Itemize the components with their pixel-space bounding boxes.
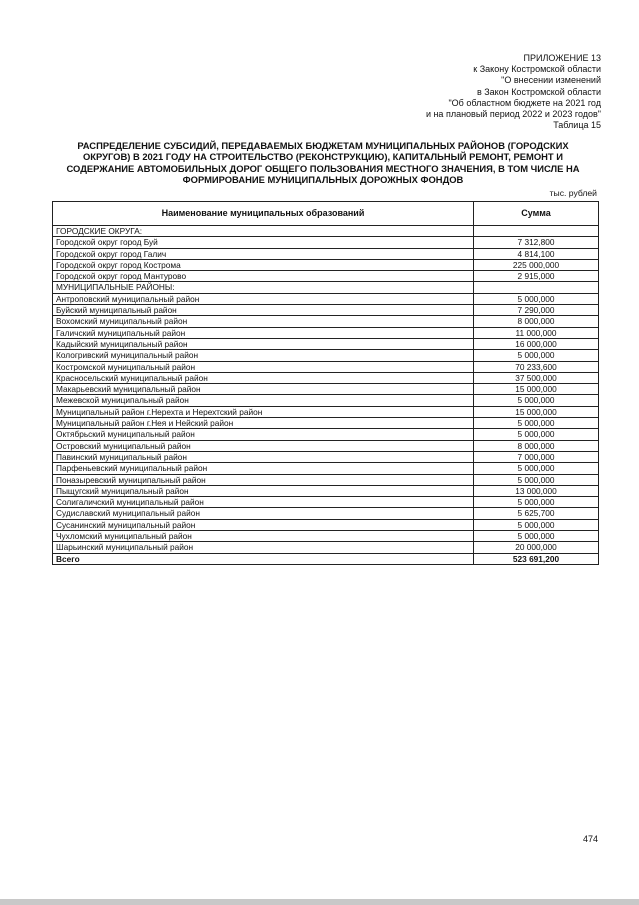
- appendix-header-line: "Об областном бюджете на 2021 год: [448, 97, 601, 108]
- table-row: [53, 497, 599, 508]
- total-row: [53, 553, 599, 564]
- table-row: [53, 282, 599, 293]
- row-amount-cell: 37 500,000: [474, 372, 599, 383]
- row-amount-cell: 13 000,000: [474, 485, 599, 496]
- title-line: ОКРУГОВ) В 2021 ГОДУ НА СТРОИТЕЛЬСТВО (РЕКОНСТРУКЦИЮ), КАПИТАЛЬНЫЙ РЕМОНТ, РЕМОНТ И: [83, 151, 563, 163]
- total-amount: 523 691,200: [474, 553, 599, 564]
- row-name-cell: Городской округ город Кострома: [53, 259, 474, 270]
- table-row: [53, 248, 599, 259]
- document-title: [52, 140, 594, 186]
- row-name-cell: Кадыйский муниципальный район: [53, 338, 474, 349]
- table-row: [53, 372, 599, 383]
- row-name-cell: Макарьевский муниципальный район: [53, 384, 474, 395]
- table-row: [53, 293, 599, 304]
- table-row: [53, 463, 599, 474]
- appendix-header-line: в Закон Костромской области: [476, 86, 601, 97]
- table-row: [53, 316, 599, 327]
- row-name-cell: Городской округ город Мантурово: [53, 271, 474, 282]
- table-row: [53, 259, 599, 270]
- column-header-amount: Сумма: [474, 202, 599, 226]
- row-amount-cell: 7 312,800: [474, 237, 599, 248]
- table-row: [53, 508, 599, 519]
- row-amount-cell: [474, 282, 599, 293]
- row-name-cell: Антроповский муниципальный район: [53, 293, 474, 304]
- row-amount-cell: 5 000,000: [474, 350, 599, 361]
- table-row: [53, 361, 599, 372]
- table-row: [53, 451, 599, 462]
- row-name-cell: Чухломский муниципальный район: [53, 531, 474, 542]
- table-row: [53, 531, 599, 542]
- row-amount-cell: 5 000,000: [474, 497, 599, 508]
- row-name-cell: Павинский муниципальный район: [53, 451, 474, 462]
- row-amount-cell: 5 000,000: [474, 531, 599, 542]
- row-name-cell: Парфеньевский муниципальный район: [53, 463, 474, 474]
- table-row: [53, 350, 599, 361]
- row-name-cell: Судиславский муниципальный район: [53, 508, 474, 519]
- row-amount-cell: 7 000,000: [474, 451, 599, 462]
- row-amount-cell: 8 000,000: [474, 440, 599, 451]
- table-row: [53, 429, 599, 440]
- row-name-cell: Пыщугский муниципальный район: [53, 485, 474, 496]
- row-name-cell: Островский муниципальный район: [53, 440, 474, 451]
- row-name-cell: Буйский муниципальный район: [53, 305, 474, 316]
- row-amount-cell: 15 000,000: [474, 384, 599, 395]
- row-amount-cell: 8 000,000: [474, 316, 599, 327]
- row-name-cell: Сусанинский муниципальный район: [53, 519, 474, 530]
- row-amount-cell: 4 814,100: [474, 248, 599, 259]
- table-row: [53, 271, 599, 282]
- table-row: [53, 440, 599, 451]
- row-name-cell: Муниципальный район г.Нерехта и Нерехтский район: [53, 406, 474, 417]
- row-name-cell: Костромской муниципальный район: [53, 361, 474, 372]
- row-name-cell: Вохомский муниципальный район: [53, 316, 474, 327]
- row-amount-cell: 5 000,000: [474, 293, 599, 304]
- row-name-cell: МУНИЦИПАЛЬНЫЕ РАЙОНЫ:: [53, 282, 474, 293]
- appendix-header-line: ПРИЛОЖЕНИЕ 13: [523, 53, 601, 63]
- table-row: [53, 384, 599, 395]
- title-line: РАСПРЕДЕЛЕНИЕ СУБСИДИЙ, ПЕРЕДАВАЕМЫХ БЮДЖЕТАМ МУНИЦИПАЛЬНЫХ РАЙОНОВ (ГОРОДСКИХ: [77, 140, 569, 151]
- table-row: [53, 395, 599, 406]
- appendix-header-line: и на плановый период 2022 и 2023 годов": [425, 109, 601, 120]
- row-name-cell: Солигаличский муниципальный район: [53, 497, 474, 508]
- table-row: [53, 485, 599, 496]
- row-name-cell: Красносельский муниципальный район: [53, 372, 474, 383]
- table-row: [53, 542, 599, 553]
- table-row: [53, 226, 599, 237]
- row-amount-cell: 5 000,000: [474, 395, 599, 406]
- column-header-name: Наименование муниципальных образований: [53, 202, 474, 226]
- table-row: [53, 305, 599, 316]
- row-name-cell: Октябрьский муниципальный район: [53, 429, 474, 440]
- appendix-header: [426, 53, 601, 131]
- table-body: [53, 226, 599, 554]
- subsidy-table: [52, 201, 599, 565]
- row-name-cell: Межевской муниципальный район: [53, 395, 474, 406]
- row-name-cell: Городской округ город Галич: [53, 248, 474, 259]
- row-amount-cell: 70 233,600: [474, 361, 599, 372]
- row-name-cell: Муниципальный район г.Нея и Нейский район: [53, 418, 474, 429]
- row-amount-cell: 15 000,000: [474, 406, 599, 417]
- scan-edge: [0, 899, 639, 905]
- title-line: ФОРМИРОВАНИЕ МУНИЦИПАЛЬНЫХ ДОРОЖНЫХ ФОНДОВ: [182, 174, 464, 186]
- appendix-header-line: "О внесении изменений: [501, 75, 601, 86]
- table-row: [53, 338, 599, 349]
- row-amount-cell: [474, 226, 599, 237]
- row-amount-cell: 5 000,000: [474, 474, 599, 485]
- table-row: [53, 519, 599, 530]
- row-amount-cell: 5 000,000: [474, 418, 599, 429]
- units-label: тыс. рублей: [549, 188, 597, 198]
- row-name-cell: Городской округ город Буй: [53, 237, 474, 248]
- page-number: 474: [583, 834, 599, 844]
- row-name-cell: Шарьинский муниципальный район: [53, 542, 474, 553]
- row-amount-cell: 5 625,700: [474, 508, 599, 519]
- total-label: Всего: [53, 553, 474, 564]
- row-amount-cell: 5 000,000: [474, 519, 599, 530]
- table-number: Таблица 15: [553, 120, 601, 131]
- row-name-cell: Поназыревский муниципальный район: [53, 474, 474, 485]
- row-amount-cell: 16 000,000: [474, 338, 599, 349]
- row-amount-cell: 5 000,000: [474, 463, 599, 474]
- table-row: [53, 406, 599, 417]
- table-row: [53, 418, 599, 429]
- row-name-cell: Кологривский муниципальный район: [53, 350, 474, 361]
- row-amount-cell: 2 915,000: [474, 271, 599, 282]
- table-row: [53, 327, 599, 338]
- title-line: СОДЕРЖАНИЕ АВТОМОБИЛЬНЫХ ДОРОГ ОБЩЕГО ПОЛЬЗОВАНИЯ МЕСТНОГО ЗНАЧЕНИЯ, В ТОМ ЧИСЛЕ НА: [66, 162, 580, 174]
- row-amount-cell: 20 000,000: [474, 542, 599, 553]
- row-name-cell: ГОРОДСКИЕ ОКРУГА:: [53, 226, 474, 237]
- row-amount-cell: 7 290,000: [474, 305, 599, 316]
- row-amount-cell: 225 000,000: [474, 259, 599, 270]
- row-amount-cell: 11 000,000: [474, 327, 599, 338]
- row-name-cell: Галичский муниципальный район: [53, 327, 474, 338]
- row-amount-cell: 5 000,000: [474, 429, 599, 440]
- table-header-row: [53, 202, 599, 226]
- appendix-header-line: к Закону Костромской области: [473, 64, 601, 75]
- table-row: [53, 237, 599, 248]
- table-row: [53, 474, 599, 485]
